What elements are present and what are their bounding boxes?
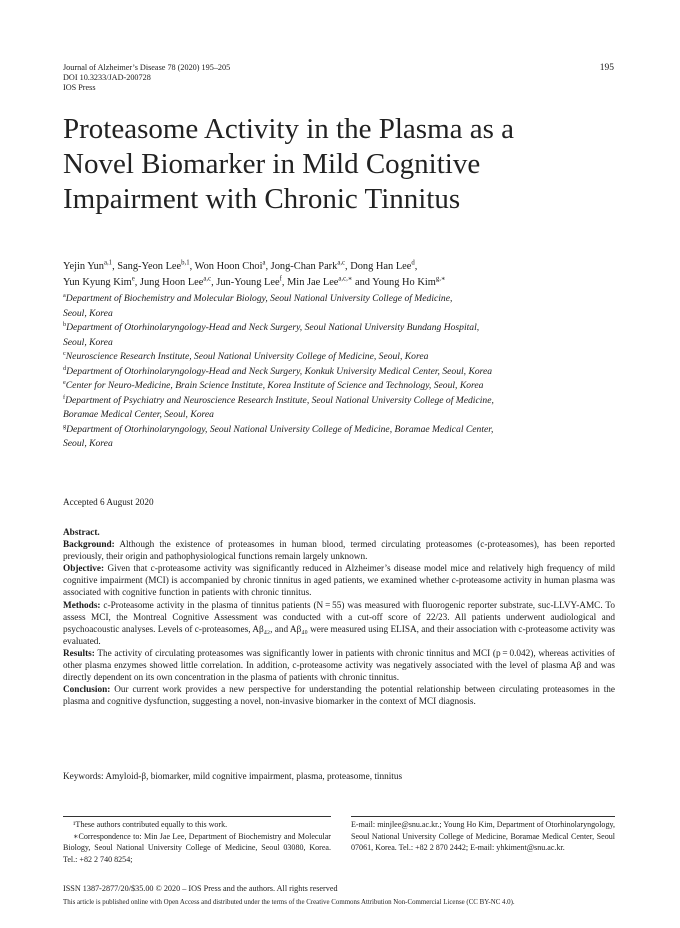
author-affil-mark: b,1	[181, 259, 190, 267]
affiliation: $^c$Neuroscience Research Institute, Seoul National University College of Medicine, Seoul, Korea	[63, 349, 429, 362]
author-affil-mark: a	[262, 259, 266, 267]
footnote-contact: E-mail: minjlee@snu.ac.kr.; Young Ho Kim, Department of Otorhinolaryngology, Seoul National University College of Medicine, Boramae Medical Center, Seoul 07061, Korea. Tel.: +82 2 870 2442; E-mail: yhkiment@snu.ac.kr.	[351, 820, 615, 853]
author-name: Yun Kyung Kim	[63, 276, 132, 288]
abstract-methods: Methods: c-Proteasome activity in the plasma of tinnitus patients (N = 55) was measured with fluorogenic reporter substrate, suc-LLVY-AMC. To assess MCI, the Montreal Cognitive Assessment was conducted with a cut-off score of 22/23. All patients underwent audiological and psychoacoustic analyses. Levels of c-proteasomes, Aβ₄₂, and Aβ₄₀ were measured using ELISA, and their association with c-proteasome activity was evaluated.	[63, 600, 616, 647]
affiliation: $^b$Department of Otorhinolaryngology-Head and Neck Surgery, Seoul National University Bundang Hospital,	[63, 320, 480, 333]
footnote-divider-right	[351, 816, 615, 817]
author-affil-mark: g,∗	[435, 275, 446, 283]
author-name: Young Ho Kim	[372, 276, 436, 288]
author-line: Yejin Yun$^{a,1}$, Sang-Yeon Lee$^{b,1}$, Won Hoon Choi$^a$, Jong-Chan Park$^{a,c}$, Dong Han Lee$^d$,	[63, 259, 418, 272]
footnotes-left	[63, 819, 331, 865]
journal-citation: Journal of Alzheimer’s Disease 78 (2020) 195–205	[63, 63, 231, 72]
affiliation-cont: Seoul, Korea	[63, 438, 113, 449]
author-affil-mark: a,c	[337, 259, 346, 267]
affiliation-cont: Boramae Medical Center, Seoul, Korea	[63, 409, 214, 420]
affiliation: $^g$Department of Otorhinolaryngology, Seoul National University College of Medicine, Boramae Medical Center,	[63, 422, 494, 435]
author-affil-mark: a,1	[104, 259, 113, 267]
affiliation: $^d$Department of Otorhinolaryngology-Head and Neck Surgery, Konkuk University Medical Center, Seoul, Korea	[63, 364, 493, 377]
affiliations	[63, 292, 623, 452]
publisher: IOS Press	[63, 83, 96, 93]
abstract	[63, 527, 615, 708]
title-line: Novel Biomarker in Mild Cognitive	[63, 148, 481, 180]
affiliation-cont: Seoul, Korea	[63, 307, 113, 319]
footnote-correspondence: ∗Correspondence to: Min Jae Lee, Department of Biochemistry and Molecular Biology, Seoul National University College of Medicine, Seoul 03080, Korea. Tel.: +82 2 740 8254;	[63, 831, 331, 864]
author-affil-mark: d	[411, 259, 415, 267]
author-list	[63, 259, 623, 290]
abstract-objective: Objective: Given that c-proteasome activity was significantly reduced in Alzheimer’s disease model mice and relatively high frequency of mild cognitive impairment (MCI) is accompanied by chronic tinnitus in aged patients, we examined whether c-proteasome activity in human plasma was associated with cognitive function in patients with chronic tinnitus.	[63, 564, 616, 599]
author-name: Dong Han Lee	[350, 261, 412, 272]
author-affil-mark: a,c	[203, 275, 212, 283]
author-name: Min Jae Lee	[287, 276, 339, 288]
license-line: This article is published online with Open Access and distributed under the terms of the Creative Commons Attribution Non-Commercial License (CC BY-NC 4.0).	[63, 899, 515, 906]
author-name: Jung Hoon Lee	[139, 276, 204, 288]
footnote-equal-contribution: ¹These authors contributed equally to this work.	[73, 820, 228, 829]
author-affil-mark: a,c,∗	[338, 275, 353, 283]
author-affil-mark: f	[279, 275, 282, 283]
page-number: 195	[599, 63, 614, 73]
author-name: Jong-Chan Park	[270, 261, 338, 272]
keywords: Keywords: Amyloid-β, biomarker, mild cognitive impairment, plasma, proteasome, tinnitus	[63, 772, 403, 782]
title-line: Impairment with Chronic Tinnitus	[63, 183, 461, 215]
abstract-results: Results: The activity of circulating proteasomes was significantly lower in patients with chronic tinnitus and MCI (p = 0.042), whereas activities of other plasma enzymes showed little correlation. In addition, c-proteasome activity was negatively associated with the level of plasma Aβ and was directly dependent on its own concentration in the plasma of patients with chronic tinnitus.	[63, 648, 615, 684]
author-name: Sang-Yeon Lee	[117, 261, 182, 272]
author-name: Jun-Young Lee	[216, 276, 280, 288]
journal-header	[63, 63, 230, 94]
footnotes-right	[351, 819, 615, 854]
doi: DOI 10.3233/JAD-200728	[63, 73, 151, 83]
paper-title	[63, 112, 623, 217]
abstract-heading: Abstract.	[63, 528, 100, 538]
affiliation: $^f$Department of Psychiatry and Neuroscience Research Institute, Seoul National University College of Medicine,	[63, 393, 494, 406]
author-name: Yejin Yun	[63, 261, 104, 272]
affiliation: $^a$Department of Biochemistry and Molecular Biology, Seoul National University College of Medicine,	[63, 291, 453, 304]
title-line: Proteasome Activity in the Plasma as a	[63, 113, 515, 145]
author-affil-mark: e	[131, 275, 135, 283]
accepted-date: Accepted 6 August 2020	[63, 497, 154, 507]
author-line: Yun Kyung Kim$^e$, Jung Hoon Lee$^{a,c}$, Jun-Young Lee$^f$, Min Jae Lee$^{a,c,∗}$ and Young Ho Kim$^{g,∗}$	[63, 275, 446, 288]
abstract-background: Background: Although the existence of proteasomes in human blood, termed circulating proteasomes (c-proteasomes), has been reported previously, their origin and pathophysiological functions remain largely unknown.	[63, 540, 615, 563]
footnote-divider-left	[63, 816, 331, 817]
affiliation-cont: Seoul, Korea	[63, 336, 113, 348]
abstract-conclusion: Conclusion: Our current work provides a new perspective for understanding the potential relationship between circulating proteasomes in the plasma and cognitive dysfunction, suggesting a novel, non-invasive biomarker in the context of MCI diagnosis.	[63, 685, 615, 708]
affiliation: $^e$Center for Neuro-Medicine, Brain Science Institute, Korea Institute of Science and Technology, Seoul, Korea	[63, 378, 484, 391]
author-name: Won Hoon Choi	[194, 261, 263, 272]
issn-line: ISSN 1387-2877/20/$35.00 © 2020 – IOS Press and the authors. All rights reserved	[63, 884, 338, 893]
